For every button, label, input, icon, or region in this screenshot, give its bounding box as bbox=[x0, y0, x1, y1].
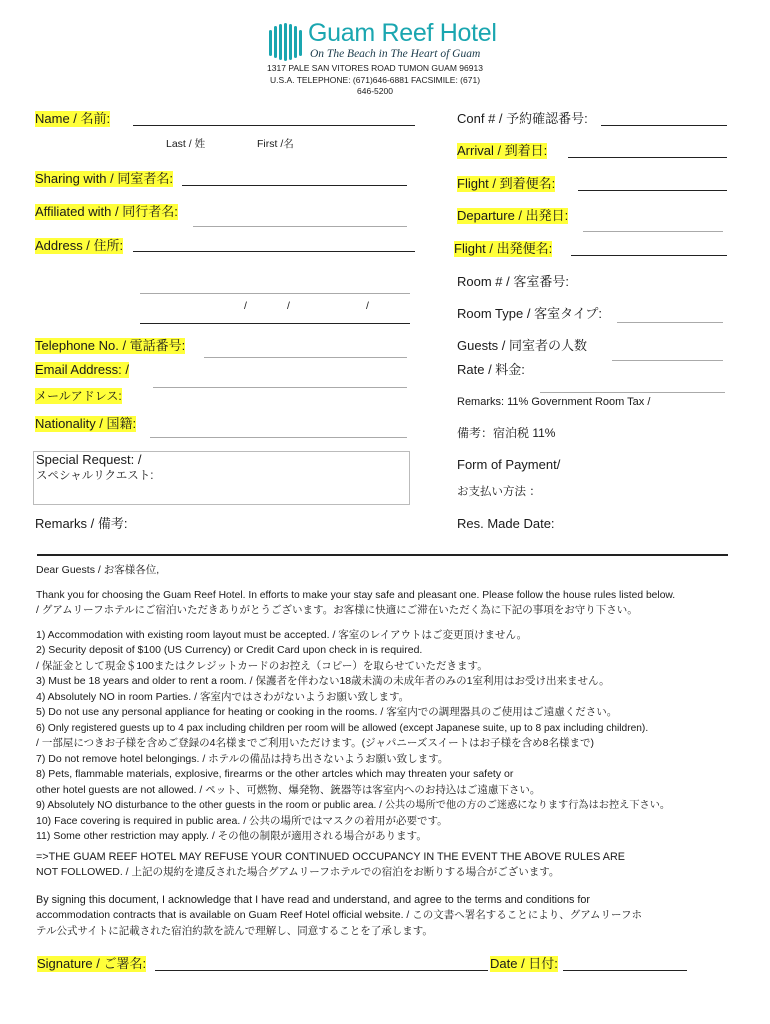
date-label: Date / 日付: bbox=[490, 956, 558, 971]
guests-label: Guests / 同室者の人数 bbox=[457, 338, 588, 353]
greeting: Dear Guests / お客様各位, bbox=[36, 564, 160, 576]
affiliated-label: Affiliated with / 同行者名: bbox=[35, 204, 178, 219]
agreement-line-2: accommodation contracts that is available on Guam Reef Hotel official website. / この文書へ署名することにより、グアムリーフホ bbox=[36, 909, 642, 921]
rule-item: other hotel guests are not allowed. / ペット、可燃物、爆発物、銃器等は客室内へのお持込はご遠慮下さい。 bbox=[36, 783, 541, 796]
arrival-field[interactable] bbox=[568, 157, 727, 158]
sharing-field[interactable] bbox=[182, 185, 407, 186]
room-type-field[interactable] bbox=[617, 322, 723, 323]
address-field-2[interactable] bbox=[140, 293, 410, 294]
payment-label: Form of Payment/ bbox=[457, 457, 561, 472]
telephone-field[interactable] bbox=[204, 357, 407, 358]
tax-remarks-jp: 備考：宿泊税 11% bbox=[457, 426, 556, 440]
conf-label: Conf # / 予約確認番号: bbox=[457, 111, 588, 126]
date-field[interactable] bbox=[563, 970, 687, 971]
intro-line-1: Thank you for choosing the Guam Reef Hotel. In efforts to make your stay safe and pleasant one. Please follow the house rules listed below. bbox=[36, 589, 676, 601]
rule-item: / 一部屋につきお子様を含めご登録の4名様までご利用いただけます。(ジャパニーズスイートはお子様を含め8名様まで) bbox=[36, 737, 595, 749]
rule-item: 3) Must be 18 years and older to rent a room. / 保護者を伴わない18歳未満の未成年者のみの1室利用はお受け出来ません。 bbox=[36, 675, 610, 687]
rule-item: 6) Only registered guests up to 4 pax including children per room will be allowed (except Japanese suite, up to 8 pax including children). bbox=[36, 722, 649, 734]
rate-field[interactable] bbox=[540, 392, 725, 393]
address-field-1[interactable] bbox=[133, 251, 415, 252]
rate-label: Rate / 料金: bbox=[457, 362, 525, 377]
room-type-label: Room Type / 客室タイプ: bbox=[457, 306, 603, 321]
nationality-field[interactable] bbox=[150, 437, 407, 438]
signature-label: Signature / ご署名: bbox=[37, 956, 147, 971]
name-label: Name / 名前: bbox=[35, 111, 111, 126]
email-field[interactable] bbox=[153, 387, 407, 388]
rule-item: 7) Do not remove hotel belongings. / ホテルの備品は持ち出さないようお願い致します。 bbox=[36, 752, 449, 765]
date-slash-1: / bbox=[244, 300, 247, 312]
rule-item: 8) Pets, flammable materials, explosive, firearms or the other artcles which may threaten your safety or bbox=[36, 768, 514, 780]
rule-item: 11) Some other restriction may apply. / その他の制限が適用される場合があります。 bbox=[36, 830, 427, 842]
rule-item: 4) Absolutely NO in room Parties. / 客室内ではさわがないようお願い致します。 bbox=[36, 690, 410, 703]
agreement-line-3: テル公式サイトに記載された宿泊約款を読んで理解し、同意することを了承します。 bbox=[36, 924, 433, 937]
agreement-line-1: By signing this document, I acknowledge that I have read and understand, and agree to the terms and conditions for bbox=[36, 893, 590, 906]
rule-item: / 保証金として現金＄100またはクレジットカードのお控え（コピー）を取らせていただきます。 bbox=[36, 659, 488, 672]
rule-item: 1) Accommodation with existing room layout must be accepted. / 客室のレイアウトはご変更頂けません。 bbox=[36, 628, 528, 641]
flight-departure-field[interactable] bbox=[571, 255, 727, 256]
special-request-label: Special Request: / bbox=[36, 452, 142, 467]
warning-line-2: NOT FOLLOWED. / 上記の規約を違反された場合グアムリーフホテルでの宿泊をお断りする場合がございます。 bbox=[36, 866, 560, 878]
address-line-1: 1317 PALE SAN VITORES ROAD TUMON GUAM 96913 bbox=[267, 63, 483, 73]
affiliated-field[interactable] bbox=[193, 226, 407, 227]
flight-arrival-label: Flight / 到着便名: bbox=[457, 176, 556, 191]
special-request-label-jp: スペシャルリクエスト: bbox=[36, 470, 154, 482]
section-divider bbox=[37, 554, 728, 556]
address-label: Address / 住所: bbox=[35, 238, 124, 253]
nationality-label: Nationality / 国籍: bbox=[35, 416, 137, 431]
hotel-tagline: On The Beach in The Heart of Guam bbox=[310, 48, 481, 60]
departure-field[interactable] bbox=[583, 231, 723, 232]
tax-remarks: Remarks: 11% Government Room Tax / bbox=[457, 396, 651, 408]
rule-item: 9) Absolutely NO disturbance to the other guests in the room or public area. / 公共の場所で他の方のご迷惑になります行為はお控え下さい。 bbox=[36, 800, 671, 811]
rule-item: 10) Face covering is required in public area. / 公共の場所ではマスクの着用が必要です。 bbox=[36, 814, 448, 827]
guests-field[interactable] bbox=[612, 360, 723, 361]
date-slash-2: / bbox=[287, 300, 290, 312]
address-field-3[interactable] bbox=[140, 323, 410, 324]
flight-departure-label: Flight / 出発便名: bbox=[454, 241, 553, 256]
address-line-2: U.S.A. TELEPHONE: (671)646-6881 FACSIMILE: (671) bbox=[269, 74, 481, 85]
room-number-label: Room # / 客室番号: bbox=[457, 274, 569, 289]
payment-label-jp: お支払い方法 ： bbox=[457, 486, 541, 498]
signature-field[interactable] bbox=[155, 970, 488, 971]
warning-line-1: =>THE GUAM REEF HOTEL MAY REFUSE YOUR CONTINUED OCCUPANCY IN THE EVENT THE ABOVE RULES ARE bbox=[36, 850, 625, 863]
house-rules-list bbox=[36, 628, 761, 845]
telephone-label: Telephone No. / 電話番号: bbox=[35, 338, 186, 353]
last-name-hint: Last / 姓 bbox=[166, 138, 206, 150]
flight-arrival-field[interactable] bbox=[578, 190, 727, 191]
letter-body bbox=[36, 563, 761, 939]
shell-logo-icon bbox=[266, 22, 306, 62]
name-field[interactable] bbox=[133, 125, 415, 126]
rule-item: 2) Security deposit of $100 (US Currency) or Credit Card upon check in is required. bbox=[36, 644, 423, 656]
email-label-jp: メールアドレス: bbox=[35, 389, 122, 403]
date-slash-3: / bbox=[366, 300, 369, 312]
hotel-address bbox=[220, 63, 530, 98]
departure-label: Departure / 出発日: bbox=[457, 208, 569, 223]
address-line-3: 646-5200 bbox=[357, 86, 393, 96]
remarks-label: Remarks / 備考: bbox=[35, 516, 128, 531]
rule-item: 5) Do not use any personal appliance for heating or cooking in the rooms. / 客室内での調理器具のご使用はご遠慮ください。 bbox=[36, 706, 618, 718]
sharing-label: Sharing with / 同室者名: bbox=[35, 171, 173, 186]
arrival-label: Arrival / 到着日: bbox=[457, 143, 548, 158]
hotel-name: Guam Reef Hotel bbox=[308, 19, 497, 47]
email-label: Email Address: / bbox=[35, 362, 129, 377]
hotel-logo bbox=[266, 20, 516, 64]
conf-field[interactable] bbox=[601, 125, 727, 126]
first-name-hint: First /名 bbox=[257, 138, 294, 150]
res-made-date-label: Res. Made Date: bbox=[457, 516, 555, 531]
intro-line-2: / グアムリーフホテルにご宿泊いただきありがとうございます。お客様に快適にご滞在いただく為に下記の事項をお守り下さい。 bbox=[36, 604, 638, 616]
